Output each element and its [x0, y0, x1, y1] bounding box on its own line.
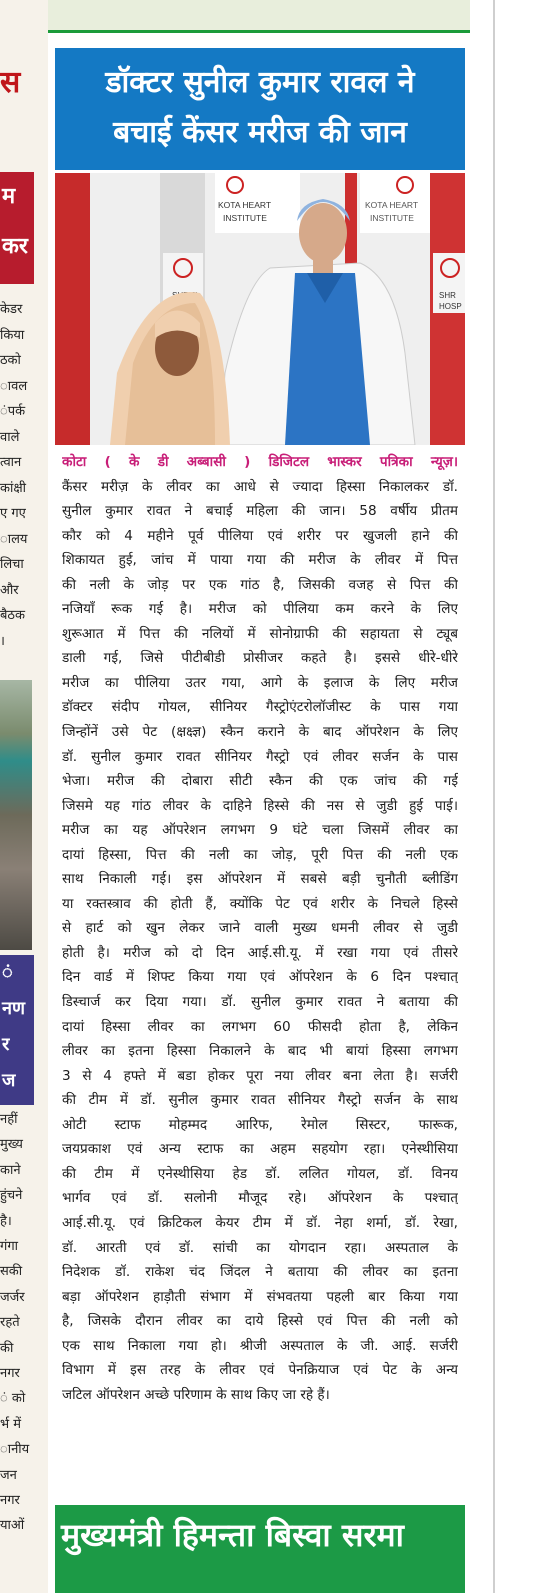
column-rule: [493, 0, 495, 1593]
svg-text:SHR: SHR: [439, 291, 456, 300]
body-line: एक साथ निकाला गया हो। श्रीजी अस्पताल के जी. आई. सर्जरी: [62, 1337, 458, 1354]
article-photo: [55, 173, 465, 445]
body-line: विभाग में इस तरह के लीवर एवं पेनक्रियाज एवं पेट के अन्य: [62, 1362, 458, 1379]
body-line: बड़ा ऑपरेशन हाड़ौती संभाग में संभवतया पहली बार किया गया: [62, 1288, 458, 1305]
body-line: डिस्चार्ज कर दिया गया। डॉ. सुनील कुमार रावत ने बताया की: [62, 994, 458, 1011]
body-line: भेजा। मरीज की दोबारा सीटी स्कैन की एक जांच की गई: [62, 773, 458, 790]
left-purple-line: र: [2, 1034, 10, 1055]
body-line: 3 से 4 हफ्ते में बडा होकर पूरा नया लीवर बना लेता है। सर्जरी: [62, 1067, 458, 1084]
left-big-letter: स: [0, 65, 21, 100]
body-line: जिसमे यह गांठ लीवर के दाहिने हिस्से की नस से जुडी हुई पाई।: [62, 797, 458, 814]
body-line: शिकायत हुई, जांच में पाया गया की मरीज के लीवर में पित्त: [62, 552, 458, 569]
photo-sign-right: KOTA HEART: [365, 200, 419, 210]
left-fragment: ं को: [0, 1391, 26, 1407]
body-line: सुनील कुमार रावत ने बचाई महिला की जान। 58 वर्षीय प्रीतम: [62, 503, 458, 520]
body-line: डाली गई, जिसे पीटीबीडी प्रोसीजर कहते है। इससे धीरे-धीरे: [62, 650, 458, 667]
left-fragment: ावल: [0, 378, 28, 394]
left-fragment: केडर: [0, 302, 23, 317]
body-line: भार्गव एवं डॉ. सलोनी मौजूद रहे। ऑपरेशन के पश्चात्: [62, 1190, 458, 1207]
headline-line: बचाई केंसर मरीज की जान: [113, 115, 407, 150]
body-line: डॉ. आरती एवं डॉ. सांची का योगदान रहा। अस्पताल के: [62, 1239, 458, 1256]
body-line: से हार्ट को खुन लेकर जाने वाली मुख्य धमनी लीवर से जुडी: [62, 920, 458, 937]
left-fragment: याओं: [0, 1518, 25, 1534]
body-line: की नली के जोड़ पर एक गांठ है, जिसकी वजह से पित्त की: [62, 576, 458, 593]
body-line: डॉ. सुनील कुमार रावत सीनियर गैस्ट्रो एवं लीवर सर्जन के पास: [62, 748, 458, 765]
body-line: जयप्रकाश एवं अन्य स्टाफ का अहम सहयोग रहा। एनेस्थीसिया: [62, 1141, 458, 1158]
body-line: की टीम में डॉ. सुनील कुमार रावत सीनियर गैस्ट्रो सर्जन के साथ: [62, 1092, 458, 1109]
article-body-lines: [62, 475, 458, 1408]
left-fragment: गंगा: [0, 1239, 19, 1254]
body-line: डॉक्टर संदीप गोयल, सीनियर गैस्ट्रोएंटरोलॉजीस्ट के पास गया: [62, 699, 458, 716]
body-line: की टीम में एनेस्थीसिया हेड डॉ. ललित गोयल, डॉ. विनय: [62, 1165, 458, 1182]
left-red-line: कर: [2, 234, 28, 259]
left-red-line: म: [2, 184, 16, 209]
body-line: मरीज का पीलिया उतर गया, आगे के इलाज के लिए मरीज: [62, 674, 458, 691]
body-line: दिन वार्ड में शिफ्ट किया गया एवं ऑपरेशन के 6 दिन पश्चात्: [62, 969, 458, 986]
body-line: दायां हिस्सा, पित्त की नली का जोड़, पूरी पित्त की नली एक: [62, 846, 458, 863]
left-adjacent-column: [0, 0, 48, 1593]
left-fragment: की: [0, 1340, 14, 1356]
left-fragment: सकी: [0, 1264, 23, 1280]
svg-text:HOSP: HOSP: [439, 302, 462, 311]
svg-text:INSTITUTE: INSTITUTE: [223, 213, 267, 223]
left-fragment: वाले: [0, 429, 20, 445]
left-fragment: जन: [0, 1467, 17, 1483]
article-dateline: कोटा ( के डी अब्बासी ) डिजिटल भास्कर पत्रिका न्यूज़।: [62, 454, 458, 470]
left-fragment: ठको: [0, 353, 21, 368]
svg-text:INSTITUTE: INSTITUTE: [370, 213, 414, 223]
left-fragment: र्भ में: [0, 1416, 22, 1432]
left-fragment: ालय: [0, 531, 28, 547]
left-fragment: नगर: [0, 1493, 20, 1508]
body-line: या रक्तस्त्राव की होती हैं, क्योंकि पेट एवं शरीर के निचले हिस्से: [62, 895, 458, 912]
body-line: लीवर का इतना हिस्सा निकालने के बाद भी बायां हिस्सा लगभग: [62, 1043, 458, 1060]
article-headline: [55, 48, 465, 170]
body-line: कैंसर मरीज़ के लीवर का आधे से ज्यादा हिस्सा निकालकर डॉ.: [62, 478, 458, 495]
left-purple-line: नण: [2, 998, 26, 1019]
top-banner: [0, 0, 470, 33]
body-line: ओटी स्टाफ मोहम्मद आरिफ, रेमोल सिस्टर, फारूक,: [62, 1116, 458, 1133]
left-fragment: जर्जर: [0, 1289, 25, 1305]
body-line: जिन्होंनें उसे पेट (क्षक्ष्ज्ञ) स्कैन कराने के बाद ऑपरेशन के लिए: [62, 724, 458, 741]
body-line: आई.सी.यू. एवं क्रिटिकल केयर टीम में डॉ. नेहा शर्मा, डॉ. रेखा,: [62, 1214, 458, 1231]
left-fragment: किया: [0, 327, 25, 343]
left-fragment: नहीं: [0, 1112, 18, 1127]
left-purple-line: ज: [2, 1070, 16, 1091]
left-fragment: हुंचने: [0, 1188, 23, 1204]
left-fragment: रहते: [0, 1315, 20, 1331]
left-fragment: त्वान: [0, 455, 22, 470]
headline-line: डॉक्टर सुनील कुमार रावल ने: [105, 65, 415, 100]
left-fragment: काने: [0, 1162, 21, 1178]
left-fragment: लिचा: [0, 557, 24, 572]
body-line: कौर को 4 महीने पूर्व पीलिया एवं शरीर पर खुजली हाने की: [62, 527, 458, 544]
left-fragment: ए गए: [0, 506, 26, 521]
left-fragment: है।: [0, 1213, 12, 1229]
left-purple-headline-box: [0, 955, 34, 1105]
body-line: मरीज का यह ऑपरेशन लगभग 9 घंटे चला जिसमें लीवर का: [62, 822, 458, 839]
left-fragment: बैठक: [0, 608, 25, 623]
left-red-headline-box: [0, 172, 34, 284]
article-body: [62, 450, 458, 1407]
left-fragment: और: [0, 582, 19, 598]
body-line: दायां हिस्सा लीवर का लगभग 60 फीसदी होता है, लेकिन: [62, 1018, 458, 1035]
body-line: शुरूआत में पित्त की नलियों में सोनोग्राफी की सहायता से ट्यूब: [62, 625, 458, 642]
body-line: निदेशक डॉ. राकेश चंद जिंदल ने बताया की लीवर का इतना: [62, 1264, 458, 1281]
body-line: साथ निकाली गई। इस ऑपरेशन में सबसे बड़ी चुनौती ब्लीडिंग: [62, 871, 458, 888]
left-fragment: ानीय: [0, 1442, 30, 1458]
photo-sign-left: KOTA HEART: [218, 200, 272, 210]
body-line: होती है। मरीज को दो दिन आई.सी.यू. में रखा गया एवं तीसरे: [62, 944, 458, 961]
left-photo-fragment: [0, 680, 32, 950]
left-fragment: मुख्य: [0, 1137, 23, 1153]
left-fragment: कांक्षी: [0, 480, 27, 496]
left-fragment: ।: [0, 633, 5, 649]
body-line: है, जिसके दौरान लीवर का दाये हिस्से एवं पित्त की नली को: [62, 1313, 458, 1330]
doctor-and-patient-photo: [55, 173, 465, 445]
body-line: नजियाँ रूक गई है। मरीज को पीलिया कम करने के लिए: [62, 601, 458, 618]
left-fragment: नगर: [0, 1366, 20, 1381]
next-article-headline: मुख्यमंत्री हिमन्ता बिस्वा सरमा: [55, 1505, 465, 1593]
body-line: जटिल ऑपरेशन अच्छे परिणाम के साथ किए जा रहे हैं।: [62, 1386, 330, 1403]
left-fragment: ंपर्क: [0, 404, 26, 419]
left-purple-line: ं: [2, 962, 13, 983]
